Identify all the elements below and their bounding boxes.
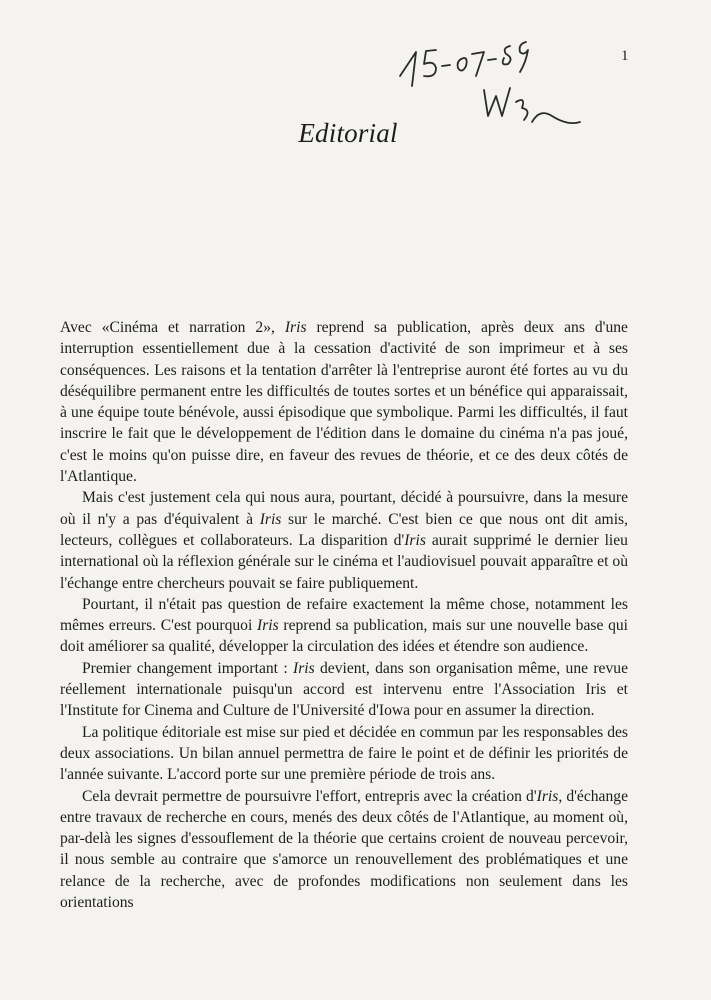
- body-paragraph: [60, 594, 628, 658]
- body-paragraph: [60, 487, 628, 593]
- text-run: Avec «Cinéma et narration 2»,: [60, 319, 285, 336]
- text-run: reprend sa publication, mais sur une nouvelle base qui doit améliorer sa qualité, développer la circulation des idées et étendre son audience.: [60, 617, 628, 656]
- text-run: aurait supprimé le dernier lieu international où la réflexion générale sur le cinéma et l'audiovisuel pouvait apparaître et où l'échange entre chercheurs pouvait se faire publiquement.: [60, 531, 628, 592]
- body-paragraph: [60, 722, 628, 786]
- text-run: devient, dans son organisation même, une revue réellement internationale puisqu'un accord est intervenu entre l'Association Iris et l'Institute for Cinema and Culture de l'Université d'Iowa pour en assumer la direction.: [60, 659, 628, 720]
- text-run: Mais c'est justement cela qui nous aura, pourtant, décidé à poursuivre, dans la mesure où il n'y a pas d'équivalent à: [60, 489, 628, 528]
- text-run: Pourtant, il n'était pas question de refaire exactement la même chose, notamment les mêmes erreurs. C'est pourquoi: [60, 595, 628, 635]
- italic-title-run: Iris: [257, 617, 279, 635]
- body-paragraph: [60, 786, 628, 914]
- italic-title-run: Iris: [293, 659, 315, 677]
- text-run: sur le marché. C'est bien ce que nous ont dit amis, lecteurs, collègues et collaborateurs. La disparition d': [60, 510, 628, 549]
- italic-title-run: Iris: [259, 510, 282, 528]
- italic-title-run: Iris: [536, 787, 559, 805]
- text-run: Cela devrait permettre de poursuivre l'effort, entrepris avec la création d': [82, 787, 537, 805]
- text-run: reprend sa publication, après deux ans d'une interruption essentiellement due à la cessation d'activité de son imprimeur et à ses conséquences. Les raisons et la tentation d'arrêter là l'entreprise auront été fortes au vu du déséquilibre permanent entre les difficultés de toutes sortes et un bénéfice qui apparaissait, à une équipe toute bénévole, aussi épisodique que symbolique. Parmi les difficultés, il faut inscrire le fait que le développement de l'édition dans le domaine du cinéma n'a pas joué, c'est le moins qu'on puisse dire, en faveur des revues de théorie, et ce des deux côtés de l'Atlantique.: [60, 319, 628, 486]
- italic-title-run: Iris: [284, 319, 307, 336]
- text-run: Premier changement important :: [82, 659, 293, 677]
- page-number: 1: [621, 48, 629, 64]
- body-paragraph: [60, 317, 628, 487]
- italic-title-run: Iris: [404, 531, 426, 549]
- body-paragraph: [60, 658, 628, 722]
- text-run: La politique éditoriale est mise sur pied et décidée en commun par les responsables des deux associations. Un bilan annuel permettra de faire le point et de définir les priorités de l'année suivante. L'accord porte sur une première période de trois ans.: [60, 723, 628, 784]
- text-run: , d'échange entre travaux de recherche en cours, menés des deux côtés de l'Atlantique, au moment où, par-delà les signes d'essouflement de la théorie que certains croient de nouveau percevoir, il nous semble au contraire que s'amorce un renouvellement des problématiques et une relance de la recherche, avec de profondes modifications non seulement dans les orientations: [60, 787, 628, 912]
- editorial-body: [60, 317, 628, 913]
- editorial-title: Editorial: [298, 118, 398, 148]
